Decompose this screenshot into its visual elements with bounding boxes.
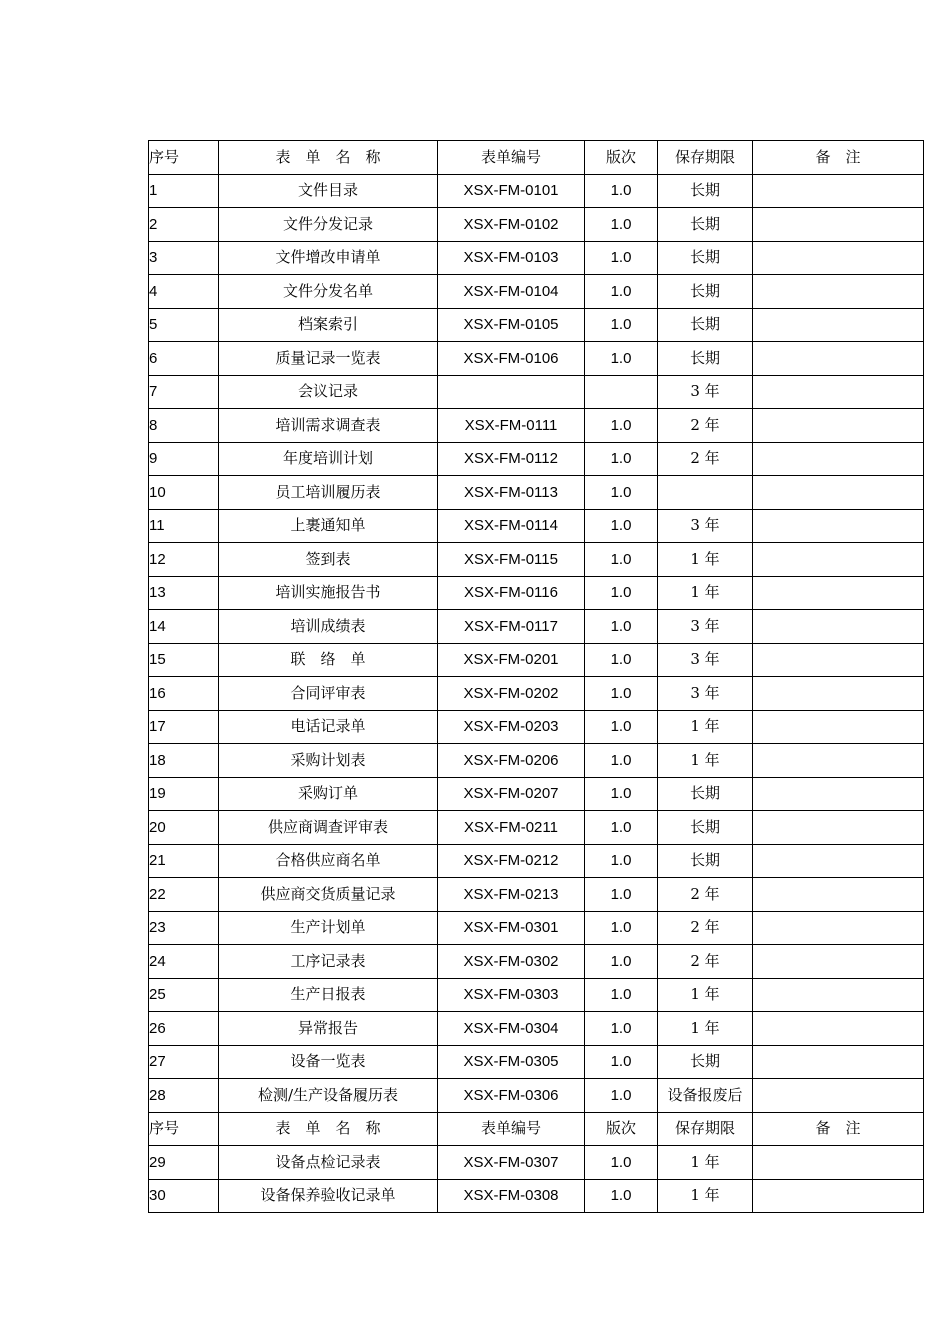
cell-no: 14 [149,610,219,644]
cell-no: 2 [149,208,219,242]
cell-retention: 1 年 [658,543,753,577]
table-row [149,342,924,376]
cell-version: 1.0 [585,878,658,912]
cell-retention: 3 年 [658,509,753,543]
cell-retention: 长期 [658,342,753,376]
cell-remarks [753,777,924,811]
cell-form-code: XSX-FM-0114 [438,509,585,543]
cell-version: 1.0 [585,978,658,1012]
cell-form-code: XSX-FM-0206 [438,744,585,778]
cell-version: 1.0 [585,1012,658,1046]
cell-remarks [753,811,924,845]
cell-version: 1.0 [585,509,658,543]
cell-remarks [753,208,924,242]
cell-version: 1.0 [585,409,658,443]
header-retention: 保存期限 [658,141,753,175]
cell-no: 3 [149,241,219,275]
cell-retention: 1 年 [658,1012,753,1046]
cell-remarks [753,878,924,912]
table-row [149,1012,924,1046]
table-row [149,174,924,208]
cell-version: 1.0 [585,476,658,510]
cell-no: 18 [149,744,219,778]
table-row [149,409,924,443]
cell-form-name: 员工培训履历表 [219,476,438,510]
table-row [149,643,924,677]
cell-version: 1.0 [585,710,658,744]
cell-form-code: XSX-FM-0304 [438,1012,585,1046]
cell-form-name: 档案索引 [219,308,438,342]
cell-form-code: XSX-FM-0117 [438,610,585,644]
cell-version: 1.0 [585,342,658,376]
cell-remarks [753,342,924,376]
table-row [149,576,924,610]
cell-remarks [753,710,924,744]
cell-form-name: 电话记录单 [219,710,438,744]
cell-version: 1.0 [585,945,658,979]
cell-remarks [753,509,924,543]
cell-form-code: XSX-FM-0111 [438,409,585,443]
table-row [149,476,924,510]
cell-form-name: 合同评审表 [219,677,438,711]
cell-remarks [753,1012,924,1046]
cell-no: 4 [149,275,219,309]
cell-no: 19 [149,777,219,811]
table-row [149,911,924,945]
cell-form-name: 生产计划单 [219,911,438,945]
cell-no: 15 [149,643,219,677]
cell-form-code: XSX-FM-0115 [438,543,585,577]
cell-retention: 长期 [658,308,753,342]
cell-retention: 3 年 [658,375,753,409]
cell-form-code: XSX-FM-0212 [438,844,585,878]
cell-form-code: XSX-FM-0306 [438,1079,585,1113]
cell-remarks [753,476,924,510]
cell-retention: 设备报废后 [658,1079,753,1113]
cell-remarks [753,1146,924,1180]
cell-form-code: XSX-FM-0101 [438,174,585,208]
cell-form-name: 异常报告 [219,1012,438,1046]
cell-form-name: 工序记录表 [219,945,438,979]
cell-form-code: XSX-FM-0112 [438,442,585,476]
cell-form-name: 文件分发名单 [219,275,438,309]
table-row [149,543,924,577]
cell-form-code: XSX-FM-0116 [438,576,585,610]
cell-remarks [753,1179,924,1213]
cell-retention: 2 年 [658,945,753,979]
cell-retention: 3 年 [658,610,753,644]
table-header-row [149,141,924,175]
cell-version: 1.0 [585,241,658,275]
cell-remarks [753,375,924,409]
cell-form-code: XSX-FM-0211 [438,811,585,845]
table-row [149,442,924,476]
header-version: 版次 [585,1112,658,1146]
table-row [149,1179,924,1213]
cell-remarks [753,241,924,275]
cell-remarks [753,677,924,711]
cell-remarks [753,308,924,342]
header-name: 表 单 名 称 [219,141,438,175]
header-name: 表 单 名 称 [219,1112,438,1146]
cell-remarks [753,744,924,778]
cell-version: 1.0 [585,275,658,309]
cell-retention: 2 年 [658,911,753,945]
cell-retention: 1 年 [658,978,753,1012]
cell-no: 30 [149,1179,219,1213]
cell-remarks [753,911,924,945]
cell-version: 1.0 [585,777,658,811]
cell-no: 8 [149,409,219,443]
cell-form-name: 采购订单 [219,777,438,811]
cell-no: 20 [149,811,219,845]
cell-no: 5 [149,308,219,342]
cell-no: 9 [149,442,219,476]
cell-no: 23 [149,911,219,945]
cell-version: 1.0 [585,1146,658,1180]
cell-form-code: XSX-FM-0203 [438,710,585,744]
cell-remarks [753,1079,924,1113]
cell-remarks [753,1045,924,1079]
table-row [149,275,924,309]
cell-version: 1.0 [585,911,658,945]
table-row [149,978,924,1012]
cell-no: 21 [149,844,219,878]
cell-form-name: 供应商交货质量记录 [219,878,438,912]
table-row [149,710,924,744]
cell-form-name: 检测/生产设备履历表 [219,1079,438,1113]
cell-no: 13 [149,576,219,610]
cell-version: 1.0 [585,643,658,677]
cell-retention: 2 年 [658,878,753,912]
cell-form-name: 合格供应商名单 [219,844,438,878]
cell-retention: 长期 [658,174,753,208]
cell-form-code: XSX-FM-0202 [438,677,585,711]
cell-form-name: 文件目录 [219,174,438,208]
cell-version: 1.0 [585,610,658,644]
cell-form-code: XSX-FM-0308 [438,1179,585,1213]
cell-retention: 3 年 [658,677,753,711]
cell-form-code: XSX-FM-0105 [438,308,585,342]
cell-version: 1.0 [585,174,658,208]
header-retention: 保存期限 [658,1112,753,1146]
cell-form-code: XSX-FM-0102 [438,208,585,242]
cell-remarks [753,275,924,309]
cell-retention: 长期 [658,811,753,845]
cell-no: 1 [149,174,219,208]
table-header-row-repeat [149,1112,924,1146]
header-remarks: 备 注 [753,141,924,175]
table-row [149,878,924,912]
cell-form-name: 质量记录一览表 [219,342,438,376]
cell-remarks [753,576,924,610]
header-code: 表单编号 [438,141,585,175]
cell-version: 1.0 [585,308,658,342]
cell-form-name: 文件增改申请单 [219,241,438,275]
cell-no: 26 [149,1012,219,1046]
cell-remarks [753,442,924,476]
cell-form-name: 年度培训计划 [219,442,438,476]
cell-form-name: 采购计划表 [219,744,438,778]
cell-no: 25 [149,978,219,1012]
cell-remarks [753,409,924,443]
header-no: 序号 [149,141,219,175]
header-version: 版次 [585,141,658,175]
cell-form-name: 培训成绩表 [219,610,438,644]
table-row [149,375,924,409]
cell-no: 29 [149,1146,219,1180]
cell-no: 7 [149,375,219,409]
table-row [149,811,924,845]
cell-retention: 3 年 [658,643,753,677]
cell-remarks [753,174,924,208]
cell-form-code: XSX-FM-0201 [438,643,585,677]
table-row [149,1045,924,1079]
cell-form-code: XSX-FM-0213 [438,878,585,912]
cell-form-name: 会议记录 [219,375,438,409]
cell-version: 1.0 [585,1179,658,1213]
table-row [149,308,924,342]
cell-remarks [753,978,924,1012]
cell-no: 12 [149,543,219,577]
form-list-table [148,140,924,1213]
cell-retention: 1 年 [658,710,753,744]
cell-form-name: 上裹通知单 [219,509,438,543]
cell-remarks [753,945,924,979]
table-row [149,241,924,275]
cell-form-code: XSX-FM-0302 [438,945,585,979]
cell-version: 1.0 [585,543,658,577]
cell-retention: 1 年 [658,744,753,778]
cell-version: 1.0 [585,442,658,476]
cell-version: 1.0 [585,844,658,878]
cell-retention: 1 年 [658,576,753,610]
cell-retention: 长期 [658,777,753,811]
cell-version: 1.0 [585,677,658,711]
cell-retention: 1 年 [658,1179,753,1213]
cell-retention: 长期 [658,1045,753,1079]
cell-form-name: 文件分发记录 [219,208,438,242]
cell-no: 27 [149,1045,219,1079]
cell-retention: 长期 [658,275,753,309]
cell-form-code: XSX-FM-0303 [438,978,585,1012]
cell-retention: 2 年 [658,442,753,476]
cell-form-name: 设备点检记录表 [219,1146,438,1180]
cell-no: 10 [149,476,219,510]
cell-form-code: XSX-FM-0207 [438,777,585,811]
header-remarks: 备 注 [753,1112,924,1146]
cell-version: 1.0 [585,208,658,242]
cell-form-code: XSX-FM-0305 [438,1045,585,1079]
cell-form-name: 培训需求调查表 [219,409,438,443]
table-row [149,1146,924,1180]
cell-form-code [438,375,585,409]
cell-no: 24 [149,945,219,979]
cell-form-name: 设备一览表 [219,1045,438,1079]
cell-form-code: XSX-FM-0104 [438,275,585,309]
cell-retention: 长期 [658,208,753,242]
cell-version: 1.0 [585,744,658,778]
cell-form-name: 联 络 单 [219,643,438,677]
cell-form-name: 签到表 [219,543,438,577]
table-row [149,208,924,242]
table-row [149,844,924,878]
cell-version: 1.0 [585,1079,658,1113]
cell-form-code: XSX-FM-0113 [438,476,585,510]
cell-retention: 长期 [658,844,753,878]
cell-remarks [753,543,924,577]
table-row [149,777,924,811]
cell-remarks [753,643,924,677]
table-row [149,945,924,979]
cell-form-name: 设备保养验收记录单 [219,1179,438,1213]
table-row [149,509,924,543]
cell-no: 11 [149,509,219,543]
cell-retention: 长期 [658,241,753,275]
cell-form-code: XSX-FM-0106 [438,342,585,376]
cell-version [585,375,658,409]
cell-form-code: XSX-FM-0301 [438,911,585,945]
cell-version: 1.0 [585,811,658,845]
cell-remarks [753,610,924,644]
cell-version: 1.0 [585,1045,658,1079]
table-row [149,1079,924,1113]
cell-no: 22 [149,878,219,912]
cell-no: 16 [149,677,219,711]
cell-no: 28 [149,1079,219,1113]
cell-no: 6 [149,342,219,376]
cell-form-name: 生产日报表 [219,978,438,1012]
cell-retention [658,476,753,510]
cell-retention: 2 年 [658,409,753,443]
table-row [149,610,924,644]
header-no: 序号 [149,1112,219,1146]
cell-retention: 1 年 [658,1146,753,1180]
cell-form-code: XSX-FM-0307 [438,1146,585,1180]
header-code: 表单编号 [438,1112,585,1146]
cell-no: 17 [149,710,219,744]
table-row [149,744,924,778]
cell-version: 1.0 [585,576,658,610]
cell-form-name: 培训实施报告书 [219,576,438,610]
cell-remarks [753,844,924,878]
table-row [149,677,924,711]
cell-form-code: XSX-FM-0103 [438,241,585,275]
cell-form-name: 供应商调查评审表 [219,811,438,845]
table-body [149,141,924,1213]
